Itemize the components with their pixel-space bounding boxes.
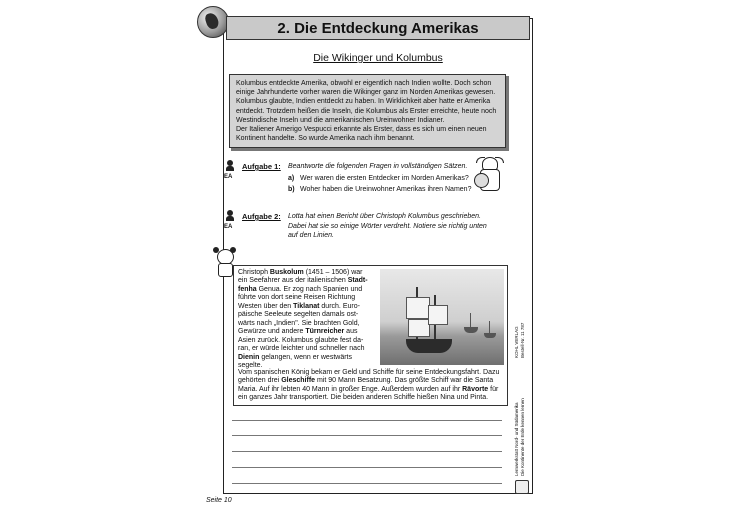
story-line: segelte. <box>238 361 263 369</box>
task-2-line: Dabei hat sie so einige Wörter verdreht. Notiere sie richtig unten <box>288 222 487 230</box>
ea-label: EA <box>224 174 233 180</box>
story-line: ein ganzes Jahr transportiert. Die beiden anderen Schiffe hießen Nina und Pinta. <box>238 394 489 402</box>
question-b <box>288 186 471 193</box>
story-line: Dienin gelangen, wenn er westwärts <box>238 353 352 361</box>
task-1-text: Beantworte die folgenden Fragen in vollständigen Sätzen. <box>288 163 468 170</box>
task-1-label: Aufgabe 1: <box>242 162 281 171</box>
answer-line[interactable] <box>232 451 502 452</box>
story-line: ran, er würde leichter und schneller nach <box>238 345 365 353</box>
scrambled-word: Dienin <box>238 353 260 361</box>
answer-line[interactable] <box>232 435 502 436</box>
question-text: Woher haben die Ureinwohner Amerikas ihren Namen? <box>300 186 472 193</box>
answer-line[interactable] <box>232 420 502 421</box>
story-line: führte von dort seine Reisen Richtung <box>238 294 356 302</box>
info-line: entdeckt. Trotzdem heißen die Inseln, die Kolumbus als Erster erreichte, heute noch <box>236 107 497 115</box>
info-line: Westindische Inseln und die amerikanischen Ureinwohner Indianer. <box>236 116 445 124</box>
page-title-text: 2. Die Entdeckung Amerikas <box>277 19 479 37</box>
scrambled-word: Türnreicher <box>305 328 345 336</box>
question-letter: b) <box>288 186 295 193</box>
ea-label: EA <box>224 224 233 230</box>
info-line: einige Jahrhunderte vorher waren die Wikinger ganz im Norden Amerikas gewesen. <box>236 89 496 97</box>
task-2-text <box>288 212 487 241</box>
story-line: Christoph Buskolum (1451 – 1506) war <box>238 269 363 276</box>
story-line: Asien zurück. Kolumbus glaubte fest da- <box>238 336 364 344</box>
globe-icon <box>197 6 229 38</box>
story-line: Gewürze und andere Türnreicher aus <box>238 328 358 336</box>
story-line: wärts nach „Indien". Sie brachten Gold, <box>238 319 360 327</box>
story-line: päische Seeleute segelten damals ost- <box>238 311 359 319</box>
section-subtitle: Die Wikinger und Kolumbus <box>313 52 443 64</box>
task-2-line: Lotta hat einen Bericht über Christoph Kolumbus geschrieben. <box>288 213 482 220</box>
side-line: Bestell-Nr. 11 787 <box>520 322 525 358</box>
story-line: Westen über den Tiklanat durch. Euro- <box>238 302 360 310</box>
single-work-icon <box>225 160 235 173</box>
info-line: Kontinent handelte. So wurde Amerika nach ihm benannt. <box>236 135 415 143</box>
info-box <box>229 74 506 148</box>
question-a <box>288 175 469 182</box>
story-line: ein Seefahrer aus der italienischen Stadt- <box>238 277 368 285</box>
task-2-label: Aufgabe 2: <box>242 212 281 221</box>
scrambled-word: Stadt- <box>347 277 368 285</box>
side-line: Die Kontinente der Erde kennen lernen <box>520 398 525 476</box>
scrambled-word: Gleschiffe <box>281 377 316 385</box>
info-line: Der Italiener Amerigo Vespucci erkannte als Erster, dass es sich um einen neuen <box>236 126 487 134</box>
question-text: Wer waren die ersten Entdecker im Norden Amerikas? <box>300 175 469 182</box>
side-publisher-text <box>514 318 528 478</box>
info-line: Kolumbus glaubte, Indien entdeckt zu haben. In Wirklichkeit aber hatte er Amerika <box>236 98 491 106</box>
story-box <box>233 265 508 406</box>
task-2-line: auf den Linien. <box>288 232 334 239</box>
scrambled-word: fenha <box>238 285 257 293</box>
scrambled-word: Buskolum <box>269 269 304 276</box>
scrambled-word: Tiklanat <box>293 302 320 310</box>
single-work-icon <box>225 210 235 223</box>
story-bottom-text <box>238 369 503 403</box>
page-title <box>226 16 530 40</box>
ship-photo <box>380 269 504 365</box>
question-letter: a) <box>288 175 295 182</box>
story-line: gehörten drei Gleschiffe mit 90 Mann Besatzung. Das größte Schiff war die Santa <box>238 377 494 385</box>
answer-line[interactable] <box>232 483 502 484</box>
side-publisher: KOHL VERLAG <box>514 326 519 358</box>
ship-icon <box>402 287 454 357</box>
story-line: Maria. Auf ihr lebten 40 Mann in großer Enge. Außerdem wurden auf ihr Rävorte für <box>238 385 499 393</box>
side-line: Lernwerkstatt Nord- und Südamerika <box>514 402 519 476</box>
answer-line[interactable] <box>232 467 502 468</box>
story-left-column <box>238 269 378 370</box>
scrambled-word: Rävorte <box>462 385 489 393</box>
story-line: Vom spanischen König bekam er Geld und Schiffe für seine Entdeckungsfahrt. Dazu <box>238 369 500 376</box>
story-line: fenha Genua. Er zog nach Spanien und <box>238 285 363 293</box>
info-line: Kolumbus entdeckte Amerika, obwohl er eigentlich nach Indien wollte. Doch schon <box>236 80 492 87</box>
publisher-logo-icon <box>515 480 529 494</box>
viking-illustration-icon <box>472 157 506 195</box>
page-number: Seite 10 <box>206 497 232 504</box>
